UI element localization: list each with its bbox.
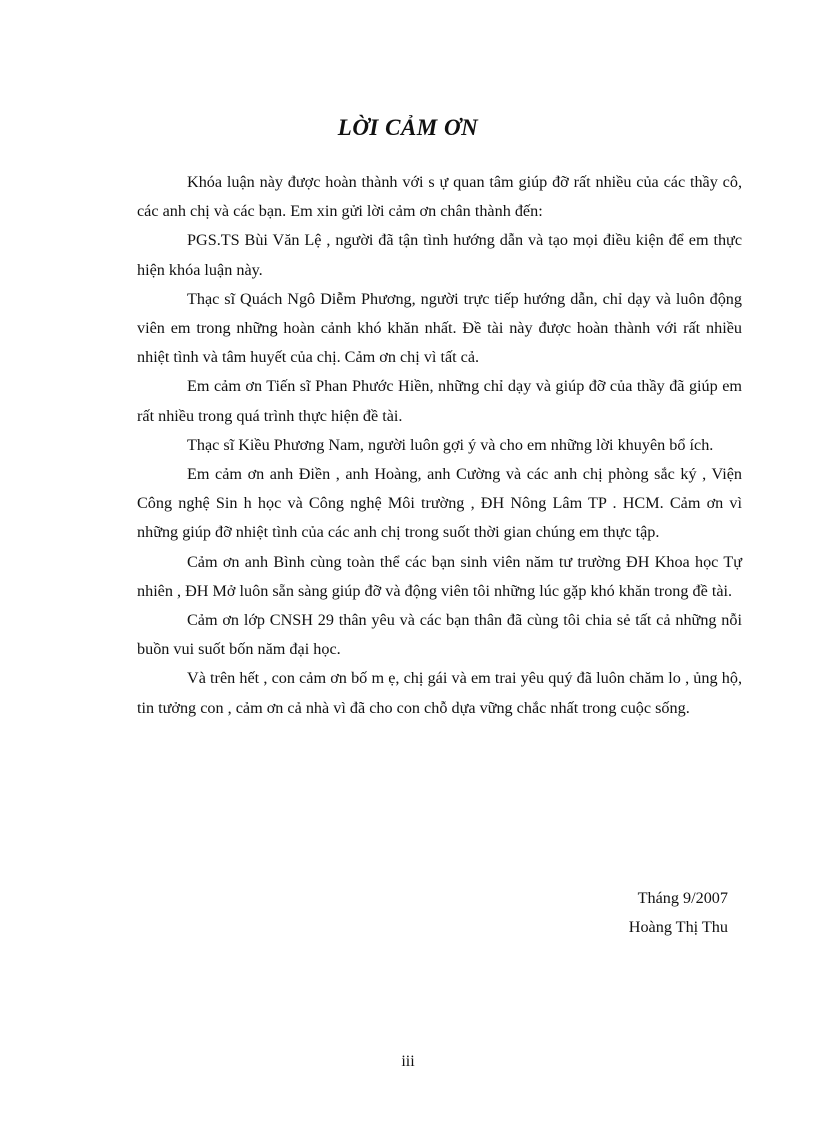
paragraph: Em cảm ơn anh Điền , anh Hoàng, anh Cường và các anh chị phòng sắc ký , Viện Công nghệ Sin h học và Công nghệ Môi trường , ĐH Nông Lâm TP . HCM. Cảm ơn vì những giúp đỡ nhiệt tình của các anh chị trong suốt thời gian chúng em thực tập. — [137, 465, 742, 542]
signature-date: Tháng 9/2007 — [637, 889, 728, 907]
paragraph: Thạc sĩ Quách Ngô Diễm Phương, người trực tiếp hướng dẫn, chỉ dạy và luôn động viên em trong những hoàn cảnh khó khăn nhất. Đề tài này được hoàn thành với rất nhiều nhiệt tình và tâm huyết của chị. Cảm ơn chị vì tất cả. — [137, 289, 742, 367]
paragraph: Cảm ơn lớp CNSH 29 thân yêu và các bạn thân đã cùng tôi chia sẻ tất cả những nỗi buồn vui suốt bốn năm đại học. — [137, 611, 742, 659]
acknowledgement-body — [137, 168, 742, 723]
paragraph: Và trên hết , con cảm ơn bố m ẹ, chị gái và em trai yêu quý đã luôn chăm lo , ủng hộ, tin tưởng con , cảm ơn cả nhà vì đã cho con chỗ dựa vững chắc nhất trong cuộc sống. — [137, 669, 742, 717]
paragraph: PGS.TS Bùi Văn Lệ , người đã tận tình hướng dẫn và tạo mọi điều kiện để em thực hiện khóa luận này. — [137, 231, 742, 279]
page-number: iii — [401, 1053, 415, 1070]
paragraph: Khóa luận này được hoàn thành với s ự quan tâm giúp đỡ rất nhiều của các thầy cô, các anh chị và các bạn. Em xin gửi lời cảm ơn chân thành đến: — [137, 173, 742, 221]
paragraph: Cảm ơn anh Bình cùng toàn thể các bạn sinh viên năm tư trường ĐH Khoa học Tự nhiên , ĐH Mở luôn sẵn sàng giúp đỡ và động viên tôi những lúc gặp khó khăn trong đề tài. — [137, 552, 742, 600]
paragraph: Em cảm ơn Tiến sĩ Phan Phước Hiền, những chỉ dạy và giúp đỡ của thầy đã giúp em rất nhiều trong quá trình thực hiện đề tài. — [137, 377, 742, 425]
paragraph: Thạc sĩ Kiều Phương Nam, người luôn gợi ý và cho em những lời khuyên bổ ích. — [187, 435, 714, 454]
signature-name: Hoàng Thị Thu — [628, 918, 728, 936]
page-title: LỜI CẢM ƠN — [337, 115, 479, 140]
